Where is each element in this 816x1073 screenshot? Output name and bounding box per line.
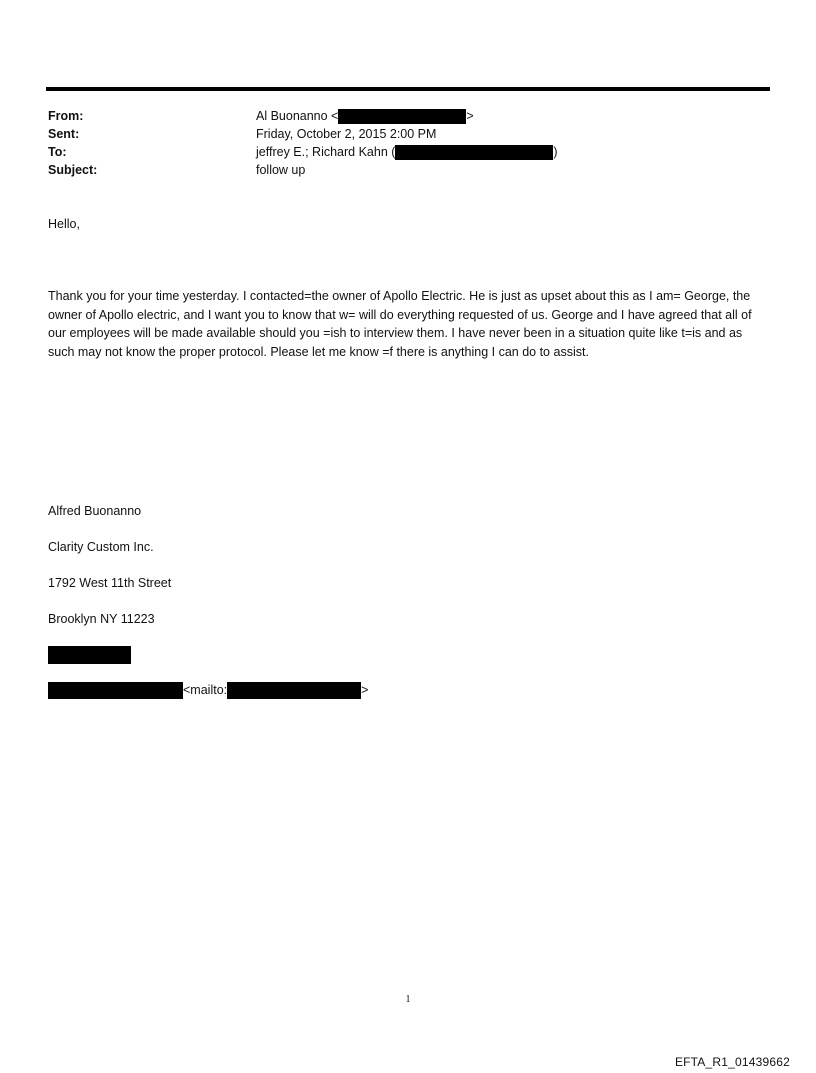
page-number: 1 [405,994,411,1005]
redaction-block [395,145,553,160]
redaction-block [48,682,183,699]
from-close: > [466,109,474,123]
redaction-block [338,109,466,124]
sent-label: Sent: [48,127,80,141]
to-close: ) [553,145,558,159]
to-label: To: [48,145,67,159]
to-prefix: jeffrey E.; Richard Kahn ( [256,145,396,159]
header-rule [46,87,770,91]
greeting: Hello, [48,217,80,231]
redaction-block [227,682,361,699]
mailto-close: > [361,683,369,697]
redaction-block [48,646,131,664]
from-name: Al Buonanno < [256,109,339,123]
document-id: EFTA_R1_01439662 [674,1055,790,1069]
sent-value: Friday, October 2, 2015 2:00 PM [256,127,437,141]
subject-value: follow up [256,163,306,177]
signature-email [48,681,368,699]
from-value [256,107,474,125]
to-value [256,143,558,161]
signature-phone [48,645,131,664]
subject-label: Subject: [48,163,98,177]
body-paragraph: Thank you for your time yesterday. I contacted=the owner of Apollo Electric. He is just as upset about this as I am= George, the owner of Apollo electric, and I want you to know that w= will do everything requested of us. George and I have agreed that all of our employees will be made available should you =ish to interview them. I have never been in a situation quite like t=is and as such may not know the proper protocol. Please let me know =f there is anything I can do to assist. [48,289,752,359]
mailto-prefix: <mailto: [183,683,228,697]
signature-city: Brooklyn NY 11223 [48,612,155,626]
from-label: From: [48,109,84,123]
signature-street: 1792 West 11th Street [48,576,172,590]
signature-name: Alfred Buonanno [48,504,142,518]
signature-company: Clarity Custom Inc. [48,540,154,554]
